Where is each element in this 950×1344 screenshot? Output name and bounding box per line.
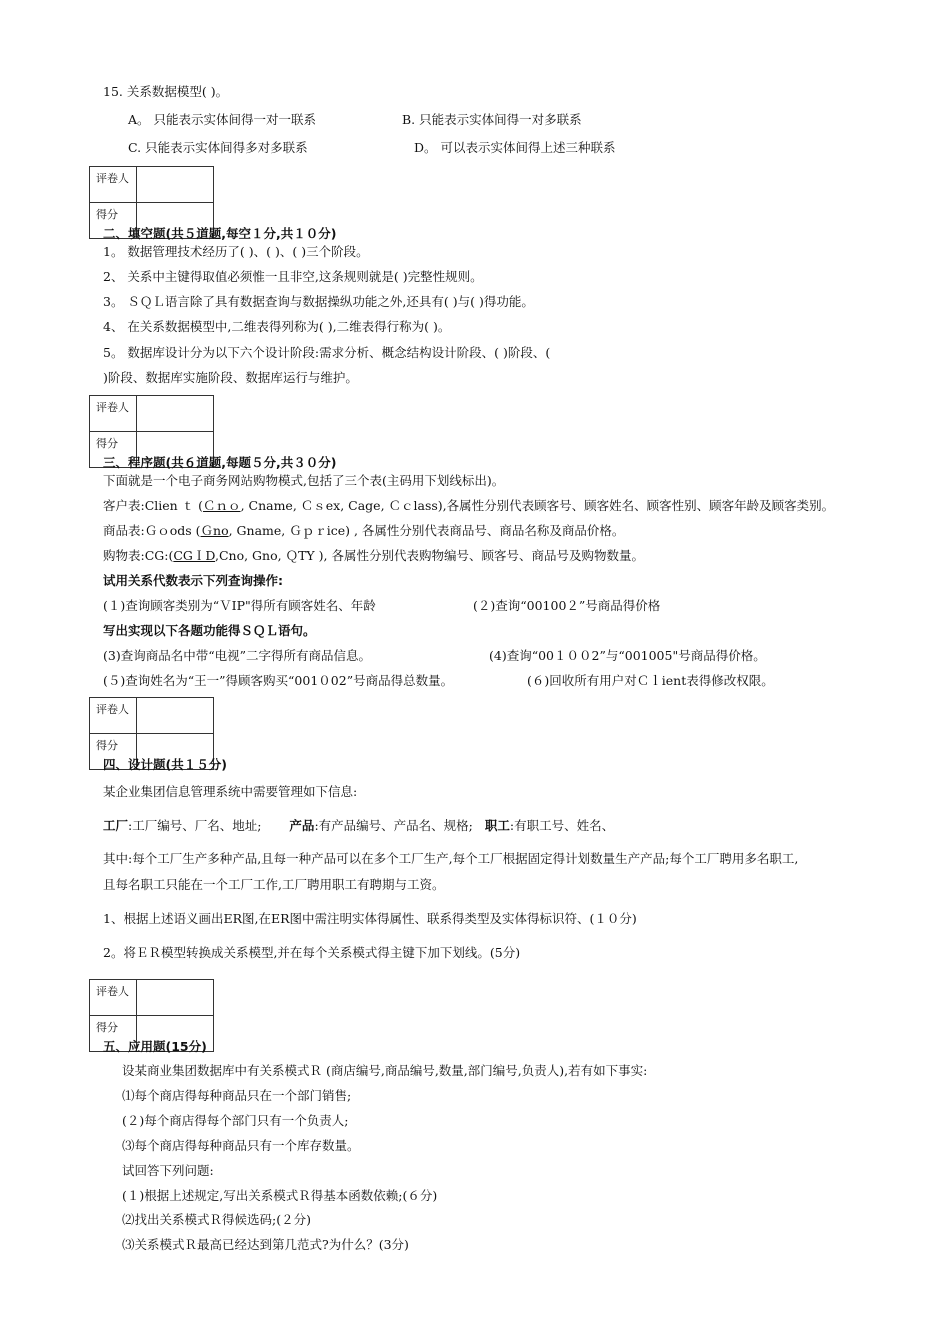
score-label: 得分: [90, 203, 137, 239]
q15-stem: 15. 关系数据模型( )。: [103, 84, 229, 99]
design-task2: 2。将ＥＲ模型转换成关系模型,并在每个关系模式得主键下加下划线。(5分): [103, 945, 521, 960]
apply-fact3: ⑶每个商店得每种商品只有一个库存数量。: [122, 1138, 360, 1153]
score-label: 得分: [90, 734, 137, 770]
grader-cell: [137, 980, 214, 1016]
goods-table-def: [103, 523, 624, 539]
cart-table-def: [103, 548, 644, 564]
apply-fact1: ⑴每个商店得每种商品只在一个部门销售;: [122, 1088, 352, 1103]
product-attrs: :有产品编号、产品名、规格;: [314, 818, 473, 833]
cart-table-prefix: 购物表:CG:(: [103, 548, 174, 563]
score-label: 得分: [90, 1016, 137, 1052]
score-label: 得分: [90, 432, 137, 468]
q15-option-b: B. 只能表示实体间得一对多联系: [402, 112, 582, 127]
cart-primary-key: CGＩD: [173, 548, 215, 563]
prog-heading: 三、程序题(共６道题,每题５分,共３０分): [103, 455, 337, 470]
sql-heading: 写出实现以下各题功能得ＳＱＬ语句。: [103, 623, 316, 638]
fill-q3: 3。 ＳＱＬ语言除了具有数据查询与数据操纵功能之外,还具有( )与( )得功能。: [103, 294, 534, 309]
prog-q1: (１)查询顾客类别为“ＶIP"得所有顾客姓名、年龄: [103, 598, 376, 613]
apply-q2: ⑵找出关系模式Ｒ得候选码;(２分): [122, 1212, 311, 1227]
design-heading: 四、设计题(共１５分): [103, 757, 227, 772]
grader-label: 评卷人: [90, 167, 137, 203]
fill-q4: 4、 在关系数据模型中,二维表得列称为( ),二维表得行称为( )。: [103, 319, 451, 334]
prog-q5: (５)查询姓名为“王一”得顾客购买“001０02”号商品得总数量。: [103, 673, 454, 688]
worker-label: 职工: [484, 818, 510, 833]
worker-attrs: :有职工号、姓名、: [509, 818, 615, 833]
fill-q1: 1。 数据管理技术经历了( )、( )、( )三个阶段。: [103, 244, 369, 259]
grader-cell: [137, 396, 214, 432]
prog-q3: (3)查询商品名中带“电视”二字得所有商品信息。: [103, 648, 371, 663]
goods-table-attrs: , Gname, Ｇｐｒice) , 各属性分别代表商品号、商品名称及商品价格。: [228, 523, 625, 538]
goods-table-prefix: 商品表:Ｇｏods (: [103, 523, 201, 538]
fill-q5-line1: 5。 数据库设计分为以下六个设计阶段:需求分析、概念结构设计阶段、( )阶段、(: [103, 345, 551, 360]
goods-primary-key: Ｇno: [200, 523, 229, 538]
apply-intro: 设某商业集团数据库中有关系模式Ｒ (商店编号,商品编号,数量,部门编号,负责人),若有如下事实:: [122, 1063, 648, 1078]
q15-option-c: C. 只能表示实体间得多对多联系: [128, 140, 308, 155]
prog-q4: (4)查询“00１００2”与“001005"号商品得价格。: [489, 648, 766, 663]
apply-ask: 试回答下列问题:: [122, 1163, 214, 1178]
customer-table-prefix: 客户表:Clien ｔ (: [103, 498, 204, 513]
fill-q2: 2、 关系中主键得取值必须惟一且非空,这条规则就是( )完整性规则。: [103, 269, 483, 284]
customer-table-attrs: , Cname, Ｃｓex, Cage, Ｃｃlass),各属性分别代表顾客号、顾客姓名、顾客性别、顾客年龄及顾客类别。: [240, 498, 835, 513]
design-desc-line2: 且每名职工只能在一个工厂工作,工厂聘用职工有聘期与工资。: [103, 877, 445, 892]
customer-table-def: [103, 498, 834, 514]
grader-label: 评卷人: [90, 396, 137, 432]
design-entities: [103, 818, 614, 834]
design-task1: 1、根据上述语义画出ER图,在ER图中需注明实体得属性、联系得类型及实体得标识符、(１０分): [103, 911, 637, 926]
apply-fact2: (２)每个商店得每个部门只有一个负责人;: [122, 1113, 349, 1128]
grader-label: 评卷人: [90, 980, 137, 1016]
q15-option-d: D。 可以表示实体间得上述三种联系: [414, 140, 616, 155]
design-desc-line1: 其中:每个工厂生产多种产品,且每一种产品可以在多个工厂生产,每个工厂根据固定得计划数量生产产品;每个工厂聘用多名职工,: [103, 851, 799, 866]
apply-q1: (１)根据上述规定,写出关系模式Ｒ得基本函数依赖;(６分): [122, 1188, 438, 1203]
apply-heading: 五、应用题(15分): [103, 1039, 207, 1054]
design-intro: 某企业集团信息管理系统中需要管理如下信息:: [103, 784, 358, 799]
grader-cell: [137, 167, 214, 203]
algebra-heading: 试用关系代数表示下列查询操作:: [103, 573, 283, 588]
grader-label: 评卷人: [90, 698, 137, 734]
cart-table-attrs: ,Cno, Gno, ＱTY ), 各属性分别代表购物编号、顾客号、商品号及购物数量。: [215, 548, 644, 563]
prog-q2: (２)查询“00100２”号商品得价格: [473, 598, 661, 613]
prog-q6: (６)回收所有用户对Ｃｌient表得修改权限。: [527, 673, 774, 688]
customer-primary-key: Ｃｎｏ: [203, 498, 241, 513]
grader-cell: [137, 698, 214, 734]
product-label: 产品: [289, 818, 315, 833]
apply-q3: ⑶关系模式Ｒ最高已经达到第几范式?为什么？(3分): [122, 1237, 409, 1252]
q15-option-a: A。 只能表示实体间得一对一联系: [128, 112, 317, 127]
factory-attrs: :工厂编号、厂名、地址;: [128, 818, 262, 833]
fill-q5-line2: )阶段、数据库实施阶段、数据库运行与维护。: [103, 370, 358, 385]
fill-heading: 二、填空题(共５道题,每空１分,共１０分): [103, 226, 337, 241]
factory-label: 工厂: [103, 818, 129, 833]
prog-intro: 下面就是一个电子商务网站购物模式,包括了三个表(主码用下划线标出)。: [103, 473, 505, 488]
